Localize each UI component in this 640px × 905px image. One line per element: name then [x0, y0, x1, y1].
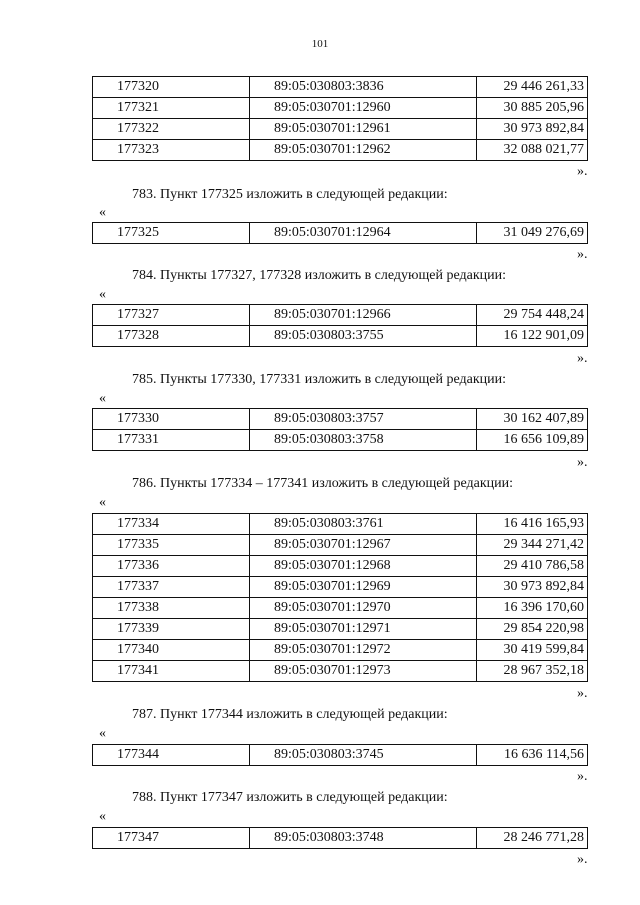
cell-value: 30 973 892,84	[477, 577, 588, 598]
data-table	[92, 827, 588, 849]
cell-value: 29 854 220,98	[477, 619, 588, 640]
cell-cadastral-number: 89:05:030701:12966	[250, 305, 477, 326]
cell-item-number: 177323	[93, 140, 250, 161]
cell-item-number: 177339	[93, 619, 250, 640]
cell-item-number: 177327	[93, 305, 250, 326]
data-table	[92, 304, 588, 347]
closing-quote: ».	[577, 455, 588, 470]
cell-item-number: 177321	[93, 98, 250, 119]
cell-value: 29 410 786,58	[477, 556, 588, 577]
data-table	[92, 744, 588, 766]
cell-item-number: 177347	[93, 828, 250, 849]
cell-value: 16 416 165,93	[477, 514, 588, 535]
table-row	[93, 223, 588, 244]
cell-item-number: 177335	[93, 535, 250, 556]
table-row	[93, 77, 588, 98]
cell-cadastral-number: 89:05:030803:3757	[250, 409, 477, 430]
table-row	[93, 598, 588, 619]
cell-value: 30 885 205,96	[477, 98, 588, 119]
table-row	[93, 661, 588, 682]
cell-value: 30 419 599,84	[477, 640, 588, 661]
cell-item-number: 177330	[93, 409, 250, 430]
table-row	[93, 577, 588, 598]
page-number: 101	[311, 38, 329, 50]
cell-cadastral-number: 89:05:030803:3758	[250, 430, 477, 451]
cell-cadastral-number: 89:05:030701:12969	[250, 577, 477, 598]
cell-item-number: 177341	[93, 661, 250, 682]
table-row	[93, 326, 588, 347]
cell-item-number: 177340	[93, 640, 250, 661]
table-row	[93, 828, 588, 849]
cell-value: 32 088 021,77	[477, 140, 588, 161]
cell-value: 28 967 352,18	[477, 661, 588, 682]
table-row	[93, 535, 588, 556]
cell-cadastral-number: 89:05:030701:12971	[250, 619, 477, 640]
cell-value: 29 754 448,24	[477, 305, 588, 326]
cell-value: 30 973 892,84	[477, 119, 588, 140]
opening-quote: «	[99, 205, 106, 220]
data-table	[92, 76, 588, 161]
cell-cadastral-number: 89:05:030701:12961	[250, 119, 477, 140]
cell-value: 16 122 901,09	[477, 326, 588, 347]
cell-item-number: 177337	[93, 577, 250, 598]
cell-value: 16 396 170,60	[477, 598, 588, 619]
opening-quote: «	[99, 726, 106, 741]
table-row	[93, 556, 588, 577]
table-row	[93, 745, 588, 766]
cell-cadastral-number: 89:05:030803:3745	[250, 745, 477, 766]
opening-quote: «	[99, 495, 106, 510]
cell-value: 29 446 261,33	[477, 77, 588, 98]
cell-cadastral-number: 89:05:030701:12972	[250, 640, 477, 661]
amendment-paragraph: 786. Пункты 177334 – 177341 изложить в следующей редакции:	[132, 476, 514, 491]
amendment-paragraph: 787. Пункт 177344 изложить в следующей редакции:	[132, 707, 448, 722]
table-row	[93, 305, 588, 326]
cell-cadastral-number: 89:05:030803:3755	[250, 326, 477, 347]
cell-value: 28 246 771,28	[477, 828, 588, 849]
cell-value: 31 049 276,69	[477, 223, 588, 244]
cell-cadastral-number: 89:05:030701:12967	[250, 535, 477, 556]
amendment-paragraph: 784. Пункты 177327, 177328 изложить в следующей редакции:	[132, 268, 507, 283]
cell-cadastral-number: 89:05:030803:3761	[250, 514, 477, 535]
closing-quote: ».	[577, 247, 588, 262]
data-table	[92, 513, 588, 682]
amendment-paragraph: 783. Пункт 177325 изложить в следующей редакции:	[132, 187, 448, 202]
cell-item-number: 177334	[93, 514, 250, 535]
cell-item-number: 177320	[93, 77, 250, 98]
closing-quote: ».	[577, 769, 588, 784]
data-table	[92, 222, 588, 244]
cell-item-number: 177331	[93, 430, 250, 451]
closing-quote: ».	[577, 852, 588, 867]
amendment-paragraph: 788. Пункт 177347 изложить в следующей редакции:	[132, 790, 448, 805]
cell-item-number: 177344	[93, 745, 250, 766]
opening-quote: «	[99, 391, 106, 406]
cell-item-number: 177338	[93, 598, 250, 619]
amendment-paragraph: 785. Пункты 177330, 177331 изложить в следующей редакции:	[132, 372, 507, 387]
opening-quote: «	[99, 809, 106, 824]
cell-item-number: 177325	[93, 223, 250, 244]
cell-cadastral-number: 89:05:030701:12968	[250, 556, 477, 577]
opening-quote: «	[99, 287, 106, 302]
cell-cadastral-number: 89:05:030701:12964	[250, 223, 477, 244]
cell-item-number: 177336	[93, 556, 250, 577]
cell-value: 30 162 407,89	[477, 409, 588, 430]
cell-value: 29 344 271,42	[477, 535, 588, 556]
data-table	[92, 408, 588, 451]
table-row	[93, 409, 588, 430]
closing-quote: ».	[577, 686, 588, 701]
table-row	[93, 98, 588, 119]
cell-value: 16 656 109,89	[477, 430, 588, 451]
table-row	[93, 514, 588, 535]
table-row	[93, 119, 588, 140]
table-row	[93, 140, 588, 161]
closing-quote: ».	[577, 351, 588, 366]
cell-cadastral-number: 89:05:030701:12973	[250, 661, 477, 682]
table-row	[93, 430, 588, 451]
cell-value: 16 636 114,56	[477, 745, 588, 766]
closing-quote: ».	[577, 164, 588, 179]
cell-item-number: 177322	[93, 119, 250, 140]
cell-cadastral-number: 89:05:030701:12970	[250, 598, 477, 619]
cell-cadastral-number: 89:05:030803:3748	[250, 828, 477, 849]
table-row	[93, 619, 588, 640]
cell-item-number: 177328	[93, 326, 250, 347]
table-row	[93, 640, 588, 661]
cell-cadastral-number: 89:05:030803:3836	[250, 77, 477, 98]
cell-cadastral-number: 89:05:030701:12960	[250, 98, 477, 119]
cell-cadastral-number: 89:05:030701:12962	[250, 140, 477, 161]
